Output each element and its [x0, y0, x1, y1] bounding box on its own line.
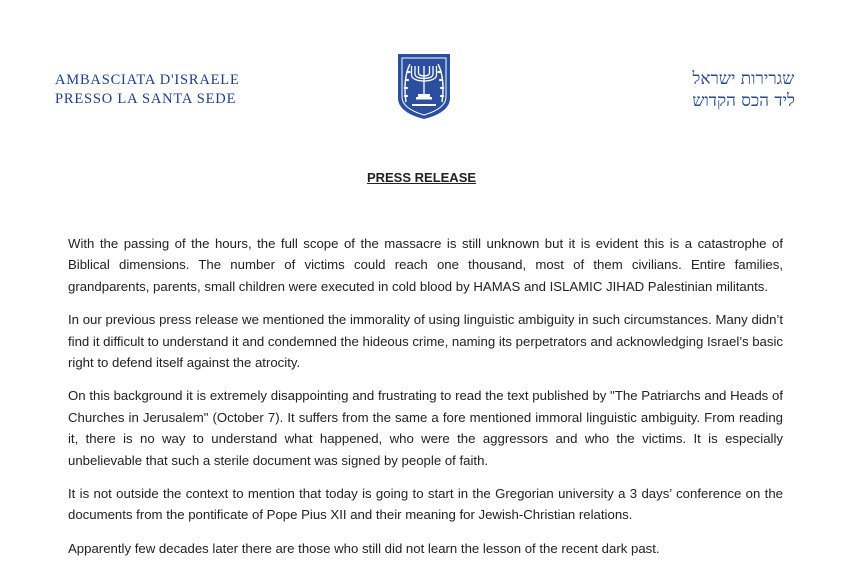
document-title: PRESS RELEASE — [366, 170, 477, 185]
letterhead-left — [55, 71, 240, 109]
paragraph: With the passing of the hours, the full scope of the massacre is still unknown but it is evident this is a catastrophe of Biblical dimensions. The number of victims could reach one thousand, most of them civilians. Entire families, grandparents, parents, small children were executed in cold blood by HAMAS and ISLAMIC JIHAD Palestinian militants. — [68, 236, 783, 294]
paragraph: In our previous press release we mentioned the immorality of using linguistic ambiguity in such circumstances. Many didn’t find it difficult to understand it and condemned the hideous crime, naming its perpetrators and acknowledging Israel’s basic right to defend itself against the atrocity. — [68, 312, 783, 371]
embassy-name-hebrew-line2: ליד הכס הקדוש — [692, 91, 795, 111]
document-body — [68, 233, 783, 571]
israel-emblem-menorah-icon — [396, 52, 452, 120]
paragraph: Apparently few decades later there are those who still did not learn the lesson of the recent dark past. — [68, 540, 660, 556]
paragraph: On this background it is extremely disappointing and frustrating to read the text published by "The Patriarchs and Heads of Churches in Jerusalem" (October 7). It suffers from the same a fore mentioned immoral linguistic ambiguity. From reading it, there is no way to understand what happened, who were the aggressors and who the victims. It is especially unbelievable that such a sterile document was signed by people of faith. — [68, 388, 783, 468]
embassy-name-line1: AMBASCIATA D'ISRAELE — [55, 72, 240, 88]
embassy-name-hebrew-line1: שגרירות ישראל — [692, 69, 795, 89]
embassy-name-line2: PRESSO LA SANTA SEDE — [55, 91, 237, 107]
paragraph: It is not outside the context to mention that today is going to start in the Gregorian university a 3 days’ conference on the documents from the pontificate of Pope Pius XII and their meaning for Jewish-Christian relations. — [68, 486, 783, 523]
letterhead-right — [692, 68, 795, 112]
